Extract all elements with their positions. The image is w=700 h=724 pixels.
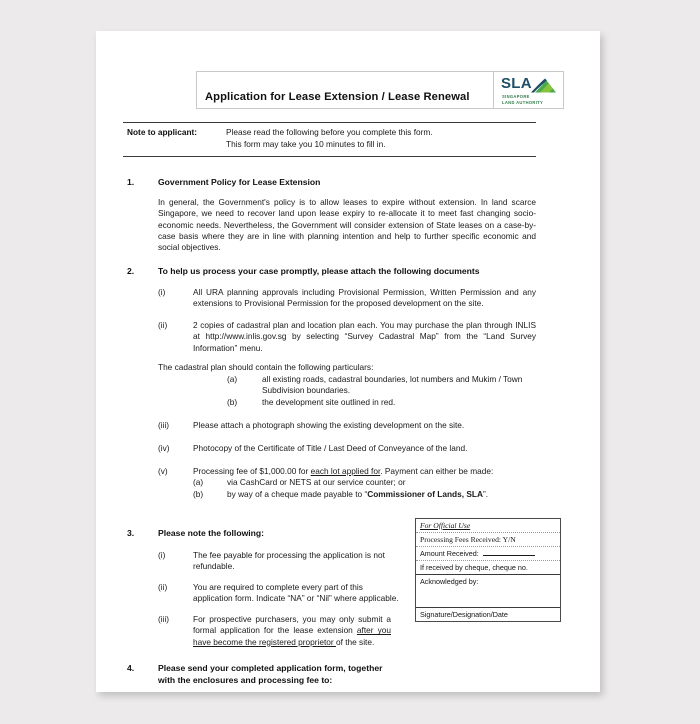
amount-received-blank[interactable] [483,549,535,556]
purchaser-text-after: of the site. [335,636,375,647]
section-1-body: In general, the Government's policy is to allow leases to expire without extension. In land scarce Singapore, we need to recover land upon lease expiry to re-allocate it to meet fast changing socio-economic needs. Nevertheless, the Government will consider extension of State leases on a case-by-case basis where they are in line with planning intention and help to further specific economic and social objectives. [158,197,536,253]
section-2-item-iv-marker: (iv) [158,443,170,453]
sla-logo-mark: SLA [501,75,532,92]
official-use-box [415,518,561,622]
form-title-block [196,71,564,109]
note-rule-top [123,122,536,123]
section-2-item-iv-text: Photocopy of the Certificate of Title / Last Deed of Conveyance of the land. [193,443,468,453]
payee-text-before: by way of a cheque made payable to “ [227,489,368,499]
section-3-item-iii-text [193,614,391,648]
note-text [226,127,433,150]
purchaser-text-underlined: after you have become the registered proprietor [193,625,391,647]
cadastral-item-b-marker: (b) [227,397,238,407]
section-2-item-ii-marker: (ii) [158,320,168,330]
section-1-heading: Government Policy for Lease Extension [158,177,321,187]
section-4-heading-line2: with the enclosures and processing fee to: [158,674,333,685]
section-4-heading [158,663,388,686]
section-3-heading: Please note the following: [158,528,264,538]
cheque-no-label: If received by cheque, cheque no. [420,563,528,572]
section-3-number: 3. [127,528,135,538]
sla-logo-line2: LAND AUTHORITY [502,100,544,105]
note-label: Note to applicant: [127,127,198,137]
fee-text-underlined: each lot applied for [310,466,381,476]
section-3-item-ii-text: You are required to complete every part of this application form. Indicate “NA” or “Nil” where applicable. [193,582,399,604]
section-2-number: 2. [127,266,135,276]
section-2-item-v-text [193,466,536,477]
acknowledged-by-label: Acknowledged by: [420,577,479,586]
sla-logo-line1: SINGAPORE [502,94,530,99]
official-use-row-acknowledged [416,575,560,608]
official-use-title: For Official Use [420,521,471,530]
document-page [96,31,600,692]
fee-sub-a-text: via CashCard or NETS at our service counter; or [227,477,406,487]
fee-sub-b-text [227,489,536,500]
official-use-row-amount-received [416,547,560,561]
section-1-number: 1. [127,177,135,187]
sla-logo [499,75,559,107]
cadastral-item-a-text: all existing roads, cadastral boundaries, lot numbers and Mukim / Town Subdivision boundaries. [262,374,523,396]
purchaser-text-before: For prospective purchasers, you may only submit a formal application for the lease extension [193,614,391,636]
processing-fees-label: Processing Fees Received: Y/N [420,535,516,544]
payee-name: Commissioner of Lands, SLA [367,489,483,499]
fee-text-before: Processing fee of $1,000.00 for [193,466,311,476]
cadastral-item-a-marker: (a) [227,374,238,384]
section-3-item-i-marker: (i) [158,550,166,560]
section-2-item-i-marker: (i) [158,287,166,297]
amount-received-label: Amount Received: [420,549,479,558]
page-title: Application for Lease Extension / Lease Renewal [205,91,470,103]
section-3-item-ii-marker: (ii) [158,582,168,592]
section-2-item-ii-text: 2 copies of cadastral plan and location plan each. You may purchase the plan through INLIS at http://www.inlis.gov.sg by selecting “Survey Cadastral Map” from the “Land Survey Information” menu. [193,320,536,353]
section-2-item-iii-marker: (iii) [158,420,170,430]
fee-sub-b-marker: (b) [193,489,204,499]
official-use-row-processing-fees [416,533,560,547]
sla-logo-swoosh-icon [529,77,557,94]
section-2-item-iii-text: Please attach a photograph showing the existing development on the site. [193,420,465,430]
section-2-item-v-marker: (v) [158,466,168,476]
fee-sub-a-marker: (a) [193,477,204,487]
section-4-heading-line1: Please send your completed application form, together [158,663,383,673]
logo-cell [493,72,563,108]
section-4-number: 4. [127,663,135,673]
note-line-2: This form may take you 10 minutes to fill in. [226,138,386,149]
cadastral-intro: The cadastral plan should contain the following particulars: [158,362,374,372]
section-3-item-iii-marker: (iii) [158,614,170,624]
section-2-item-i-text: All URA planning approvals including Provisional Permission, Written Permission and any extensions to Provisional Permission for the proposed development on the site. [193,287,536,309]
official-use-row-signature [416,608,560,621]
note-rule-bottom [123,156,536,157]
official-use-title-row [416,519,560,533]
cadastral-item-b-text: the development site outlined in red. [262,397,396,407]
note-line-1: Please read the following before you complete this form. [226,127,433,137]
section-3-item-i-text: The fee payable for processing the application is not refundable. [193,550,385,572]
official-use-row-cheque-no [416,561,560,575]
signature-designation-date-label: Signature/Designation/Date [420,610,508,619]
fee-text-after: . Payment can either be made: [380,466,494,476]
document-page-content [96,31,600,692]
section-2-heading: To help us process your case promptly, please attach the following documents [158,266,480,276]
payee-text-after: ”. [482,489,489,499]
